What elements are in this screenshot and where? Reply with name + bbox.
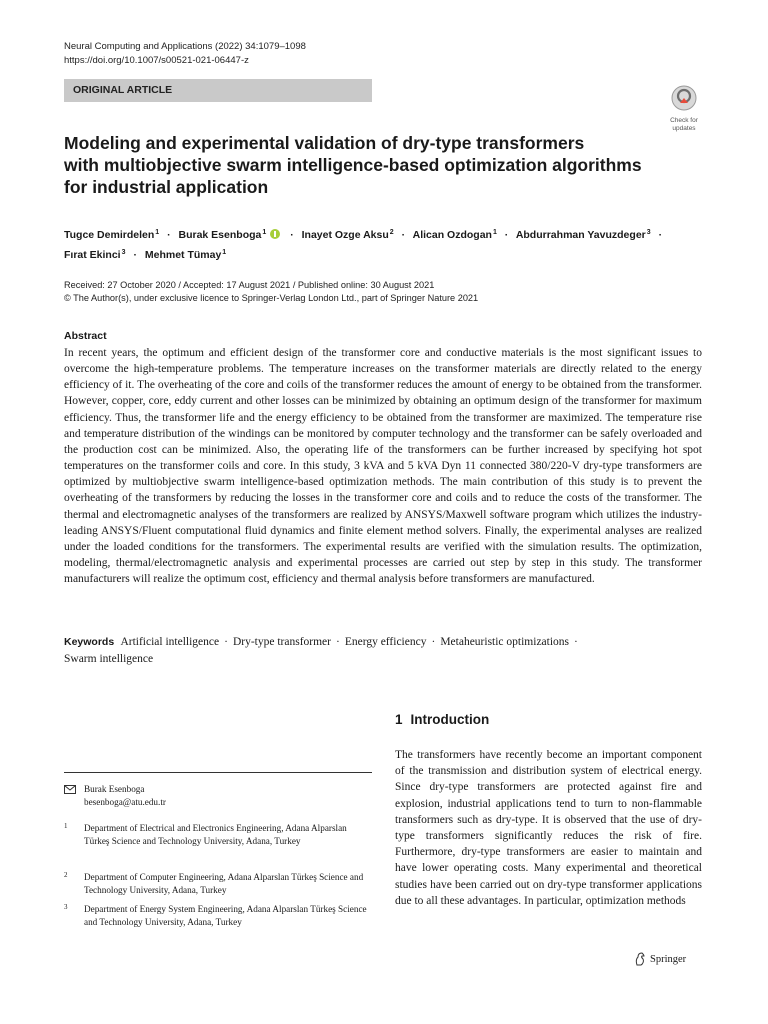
author-affiliation-sup: 2 — [389, 229, 394, 236]
affiliation-number: 3 — [64, 903, 68, 911]
author-name[interactable]: Inayet Ozge Aksu — [301, 229, 389, 241]
affiliation-text: Department of Energy System Engineering, Adana Alparslan Türkeş Science and Technology University, Adana, Turkey — [84, 904, 367, 927]
keyword-item: Artificial intelligence — [120, 636, 220, 648]
orcid-icon[interactable] — [270, 229, 280, 239]
affiliation-number: 2 — [64, 871, 68, 879]
keyword-separator: · — [335, 636, 340, 648]
copyright-line: © The Author(s), under exclusive licence to Springer-Verlag London Ltd., part of Springer Nature 2021 — [64, 293, 479, 303]
check-updates-icon — [671, 85, 697, 111]
article-type-banner: ORIGINAL ARTICLE — [64, 79, 372, 102]
keyword-separator: · — [224, 636, 228, 648]
affiliation-number: 1 — [64, 822, 68, 830]
title-line: Modeling and experimental validation of dry-type transformers — [64, 133, 585, 153]
author-name[interactable]: Abdurrahman Yavuzdeger — [515, 229, 646, 241]
corresponding-author-email[interactable]: besenboga@atu.edu.tr — [84, 797, 166, 807]
keyword-separator: · — [431, 636, 436, 648]
check-updates-line2: updates — [672, 125, 696, 132]
springer-horse-icon — [634, 952, 646, 966]
author-line-2 — [64, 244, 714, 264]
title-line: for industrial application — [64, 177, 269, 197]
keywords — [64, 634, 702, 668]
keyword-separator: · — [574, 636, 578, 648]
title-line: with multiobjective swarm intelligence-based optimization algorithms — [64, 155, 642, 175]
author-line-1 — [64, 224, 714, 244]
corresponding-author-name: Burak Esenboga — [84, 784, 145, 794]
keyword-item: Swarm intelligence — [64, 653, 154, 665]
keywords-label: Keywords — [64, 636, 115, 648]
introduction-text: The transformers have recently become an important component of the transmission and distribution system of electrical energy. Since dry-type transformers are protected against fire and explosion, industrial applications tend to turn to non-flammable transformers such as dry-type. It is observed that the use of dry-type transformers significantly reduces the risk of fire. Furthermore, dry-type transformers are easier to maintain and have lower operating costs. Many experimental and theoretical studies have been carried out on dry-type transformer applications due to all these advantages. In particular, optimization methods — [395, 749, 702, 907]
keyword-item: Metaheuristic optimizations — [440, 636, 570, 648]
author-name[interactable]: Alican Ozdogan — [412, 229, 492, 241]
author-affiliation-sup: 1 — [492, 229, 497, 236]
affiliation-text: Department of Computer Engineering, Adana Alparslan Türkeş Science and Technology University, Adana, Turkey — [84, 872, 364, 895]
author-separator: · — [290, 229, 294, 241]
author-name[interactable]: Burak Esenboga — [178, 229, 262, 241]
abstract-text: In recent years, the optimum and efficient design of the transformer core and conductive materials is the most significant issues to overcome the high-temperature problems. The temperature increases on the transformer materials are directly related to the energy efficiency of it. The overheating of the core and coils of the transformer reduces the amount of energy to be obtained from the transformer. However, copper, core, eddy current and other losses can be minimized by obtaining an optimum design of the transformer for maximum efficiency. Thus, the transformer life and the energy efficiency to be obtained from the transformer are maximized. The temperature rise and temperature distribution of the windings can be monitored by computer technology and the transformer can be safely overloaded and the production cost can be minimized. Also, the operating life of the transformers can be further increased by specifying hot spot temperatures on the transformer coils and core. In this study, 3 kVA and 5 kVA Dyn 11 connected 380/220-V dry-type transformers are optimized by multiobjective swarm intelligence-based optimization methods. The main contribution of this study is to prevent the overheating of the transformers by reducing the losses in the transformer core and coils and to reduce the costs of the transformer. The thermal and electromagnetic analyses of the transformers are realized by ANSYS/Maxwell software program which utilizes the industry-leading ANSYS/Fluent computational fluid dynamics and finite element method solvers. Finally, the experimental analyses are realized under the loaded conditions for the transformers. The experimental results are verified with the simulation results. The optimization, modeling, thermal/electromagnetic analysis and experimental processes are carried out step by step in this study. The transformer manufacturers will realize the optimum cost, efficiency and thermal analysis before transformers are manufactured. — [64, 347, 702, 586]
correspondence-details — [84, 783, 364, 809]
author-name[interactable]: Mehmet Tümay — [144, 249, 222, 261]
footnote-divider — [64, 772, 372, 773]
publisher-logo — [634, 952, 686, 966]
journal-citation: Neural Computing and Applications (2022) 34:1079–1098 — [64, 41, 306, 52]
author-name[interactable]: Fırat Ekinci — [64, 249, 121, 261]
keyword-item: Dry-type transformer — [232, 636, 331, 648]
article-title — [64, 132, 684, 198]
dates-line: Received: 27 October 2020 / Accepted: 17 August 2021 / Published online: 30 August 2021 — [64, 280, 435, 290]
author-affiliation-sup: 1 — [222, 249, 227, 256]
author-separator: · — [504, 229, 509, 241]
affiliation-text: Department of Electrical and Electronics Engineering, Adana Alparslan Türkeş Science and Technology University, Adana, Turkey — [84, 823, 347, 846]
introduction-heading — [395, 712, 489, 727]
author-name[interactable]: Tugce Demirdelen — [64, 229, 155, 241]
abstract-heading: Abstract — [64, 330, 107, 342]
author-separator: · — [401, 229, 406, 241]
check-updates-line1: Check for — [670, 117, 698, 124]
section-title: Introduction — [410, 712, 490, 727]
check-for-updates-badge[interactable] — [664, 85, 704, 132]
envelope-icon — [64, 785, 76, 794]
author-affiliation-sup: 3 — [121, 249, 126, 256]
author-list — [64, 224, 714, 264]
author-affiliation-sup: 1 — [262, 229, 267, 236]
publisher-name: Springer — [650, 953, 687, 965]
keyword-item: Energy efficiency — [344, 636, 427, 648]
section-number: 1 — [395, 712, 403, 727]
publication-dates — [64, 279, 478, 305]
author-separator: · — [658, 229, 663, 241]
doi-link[interactable]: https://doi.org/10.1007/s00521-021-06447-z — [64, 55, 249, 66]
author-separator: · — [167, 229, 171, 241]
author-affiliation-sup: 3 — [646, 229, 651, 236]
author-separator: · — [133, 249, 137, 261]
author-affiliation-sup: 1 — [155, 229, 160, 236]
